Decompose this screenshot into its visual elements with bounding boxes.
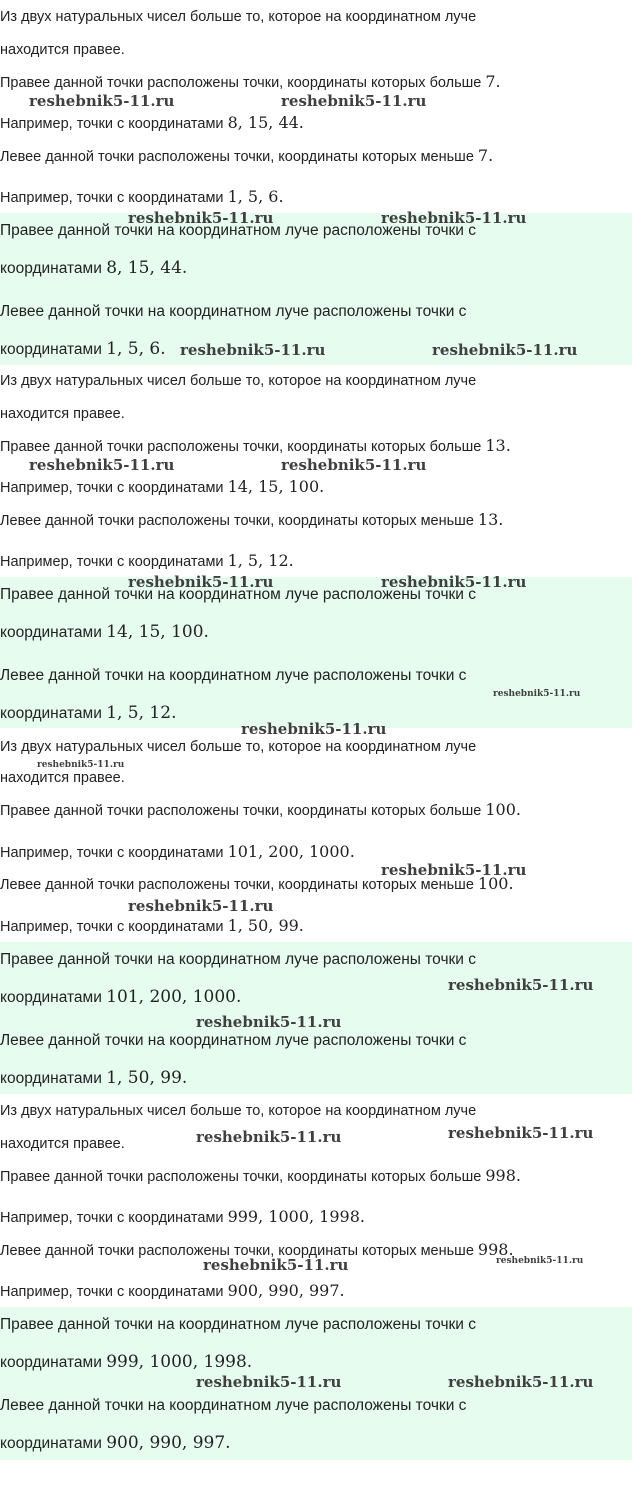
answer-right-text: Правее данной точки на координатном луче расположены точки с xyxy=(0,586,477,603)
statement-intro-text: Из двух натуральных чисел больше то, которое на координатном луче xyxy=(0,739,477,755)
given-number: 100. xyxy=(477,874,514,893)
statement-intro-end-text: находится правее. xyxy=(0,42,125,58)
given-number: 100. xyxy=(485,800,521,819)
answer-right-coords xyxy=(0,258,187,279)
given-number: 998. xyxy=(485,1166,521,1185)
statement-intro-end xyxy=(0,1134,125,1154)
watermark: reshebnik5-11.ru xyxy=(196,1013,342,1031)
example-label: Например, точки с координатами xyxy=(0,480,224,496)
watermark: reshebnik5-11.ru xyxy=(432,341,578,359)
left-statement xyxy=(0,510,503,531)
given-number: 7. xyxy=(477,146,494,165)
left-example xyxy=(0,551,294,572)
example-label: Например, точки с координатами xyxy=(0,1284,224,1300)
watermark: reshebnik5-11.ru xyxy=(281,456,427,474)
right-statement-text: Правее данной точки расположены точки, координаты которых больше xyxy=(0,1169,482,1185)
given-number: 7. xyxy=(485,72,501,91)
left-example xyxy=(0,916,304,937)
statement-intro-text: Из двух натуральных чисел больше то, которое на координатном луче xyxy=(0,373,477,389)
example-label: Например, точки с координатами xyxy=(0,190,224,206)
greater-coordinates: 14, 15, 100. xyxy=(106,622,209,642)
smaller-coordinates: 1, 5, 6. xyxy=(106,339,166,359)
greater-coordinates: 999, 1000, 1998. xyxy=(227,1207,365,1226)
watermark: reshebnik5-11.ru xyxy=(448,976,594,994)
smaller-coordinates: 900, 990, 997. xyxy=(106,1433,231,1453)
answer-left-line xyxy=(0,1031,466,1051)
example-label: Например, точки с координатами xyxy=(0,1210,224,1226)
watermark: reshebnik5-11.ru xyxy=(180,341,326,359)
smaller-coordinates: 900, 990, 997. xyxy=(227,1281,345,1300)
watermark: reshebnik5-11.ru xyxy=(381,209,527,227)
statement-intro xyxy=(0,737,476,757)
watermark: reshebnik5-11.ru xyxy=(128,573,274,591)
watermark: reshebnik5-11.ru xyxy=(381,861,527,879)
answer-right-coords xyxy=(0,622,209,643)
left-statement-text: Левее данной точки расположены точки, координаты которых меньше xyxy=(0,149,474,165)
smaller-coordinates: 1, 50, 99. xyxy=(106,1068,188,1088)
answer-left-coords xyxy=(0,703,176,724)
statement-intro-end-text: находится правее. xyxy=(0,1136,125,1152)
left-example xyxy=(0,1281,345,1302)
watermark: reshebnik5-11.ru xyxy=(203,1256,349,1274)
greater-coordinates: 14, 15, 100. xyxy=(227,477,325,496)
answer-coords-label: координатами xyxy=(0,1070,102,1087)
example-label: Например, точки с координатами xyxy=(0,554,224,570)
watermark: reshebnik5-11.ru xyxy=(29,92,175,110)
answer-right-line xyxy=(0,1315,476,1335)
right-statement-text: Правее данной точки расположены точки, координаты которых больше xyxy=(0,439,482,455)
right-example xyxy=(0,1207,365,1228)
answer-coords-label: координатами xyxy=(0,624,102,641)
statement-intro-end xyxy=(0,40,125,60)
greater-coordinates: 999, 1000, 1998. xyxy=(106,1352,253,1372)
answer-left-line xyxy=(0,1396,466,1416)
watermark: reshebnik5-11.ru xyxy=(448,1373,594,1391)
right-statement xyxy=(0,1166,521,1187)
greater-coordinates: 101, 200, 1000. xyxy=(227,842,355,861)
answer-left-text: Левее данной точки на координатном луче расположены точки с xyxy=(0,303,467,320)
answer-right-coords xyxy=(0,987,241,1008)
watermark: reshebnik5-11.ru xyxy=(448,1124,594,1142)
answer-right-text: Правее данной точки на координатном луче расположены точки с xyxy=(0,222,477,239)
smaller-coordinates: 1, 50, 99. xyxy=(227,916,304,935)
given-number: 998. xyxy=(477,1240,514,1259)
left-statement xyxy=(0,146,493,167)
statement-intro xyxy=(0,371,476,391)
statement-intro-end xyxy=(0,768,125,788)
statement-intro-end xyxy=(0,404,125,424)
right-statement-text: Правее данной точки расположены точки, координаты которых больше xyxy=(0,75,482,91)
statement-intro-text: Из двух натуральных чисел больше то, которое на координатном луче xyxy=(0,9,477,25)
answer-coords-label: координатами xyxy=(0,1354,102,1371)
answer-left-text: Левее данной точки на координатном луче расположены точки с xyxy=(0,1397,467,1414)
left-statement-text: Левее данной точки расположены точки, координаты которых меньше xyxy=(0,1243,474,1259)
left-statement-text: Левее данной точки расположены точки, координаты которых меньше xyxy=(0,877,474,893)
right-example xyxy=(0,842,355,863)
watermark: reshebnik5-11.ru xyxy=(241,720,387,738)
answer-left-text: Левее данной точки на координатном луче расположены точки с xyxy=(0,1032,467,1049)
statement-intro-end-text: находится правее. xyxy=(0,770,125,786)
greater-coordinates: 8, 15, 44. xyxy=(106,258,188,278)
right-statement xyxy=(0,800,521,821)
answer-coords-label: координатами xyxy=(0,341,102,358)
answer-coords-label: координатами xyxy=(0,1435,102,1452)
right-statement xyxy=(0,436,511,457)
given-number: 13. xyxy=(485,436,511,455)
answer-right-line xyxy=(0,950,476,970)
watermark: reshebnik5-11.ru xyxy=(37,760,125,770)
watermark: reshebnik5-11.ru xyxy=(496,1256,584,1266)
watermark: reshebnik5-11.ru xyxy=(196,1128,342,1146)
smaller-coordinates: 1, 5, 12. xyxy=(106,703,177,723)
statement-intro xyxy=(0,7,476,27)
answer-coords-label: координатами xyxy=(0,705,102,722)
statement-intro-end-text: находится правее. xyxy=(0,406,125,422)
statement-intro xyxy=(0,1101,476,1121)
answer-right-coords xyxy=(0,1352,252,1373)
watermark: reshebnik5-11.ru xyxy=(493,689,581,699)
answer-left-coords xyxy=(0,1068,187,1089)
answer-coords-label: координатами xyxy=(0,989,102,1006)
answer-left-line xyxy=(0,302,466,322)
given-number: 13. xyxy=(477,510,504,529)
smaller-coordinates: 1, 5, 12. xyxy=(227,551,294,570)
right-example xyxy=(0,113,304,134)
left-example xyxy=(0,187,284,208)
watermark: reshebnik5-11.ru xyxy=(196,1373,342,1391)
answer-left-coords xyxy=(0,339,166,360)
example-label: Например, точки с координатами xyxy=(0,116,224,132)
left-statement-text: Левее данной точки расположены точки, координаты которых меньше xyxy=(0,513,474,529)
answer-left-coords xyxy=(0,1433,231,1454)
right-example xyxy=(0,477,324,498)
greater-coordinates: 101, 200, 1000. xyxy=(106,987,242,1007)
smaller-coordinates: 1, 5, 6. xyxy=(227,187,284,206)
watermark: reshebnik5-11.ru xyxy=(128,209,274,227)
answer-right-text: Правее данной точки на координатном луче расположены точки с xyxy=(0,951,477,968)
answer-right-text: Правее данной точки на координатном луче расположены точки с xyxy=(0,1316,477,1333)
right-statement xyxy=(0,72,501,93)
watermark: reshebnik5-11.ru xyxy=(381,573,527,591)
watermark: reshebnik5-11.ru xyxy=(128,897,274,915)
example-label: Например, точки с координатами xyxy=(0,845,224,861)
answer-box-2 xyxy=(0,577,632,728)
greater-coordinates: 8, 15, 44. xyxy=(227,113,304,132)
watermark: reshebnik5-11.ru xyxy=(29,456,175,474)
answer-left-line xyxy=(0,666,466,686)
statement-intro-text: Из двух натуральных чисел больше то, которое на координатном луче xyxy=(0,1103,477,1119)
watermark: reshebnik5-11.ru xyxy=(281,92,427,110)
answer-left-text: Левее данной точки на координатном луче расположены точки с xyxy=(0,667,467,684)
answer-coords-label: координатами xyxy=(0,260,102,277)
example-label: Например, точки с координатами xyxy=(0,919,224,935)
right-statement-text: Правее данной точки расположены точки, координаты которых больше xyxy=(0,803,482,819)
